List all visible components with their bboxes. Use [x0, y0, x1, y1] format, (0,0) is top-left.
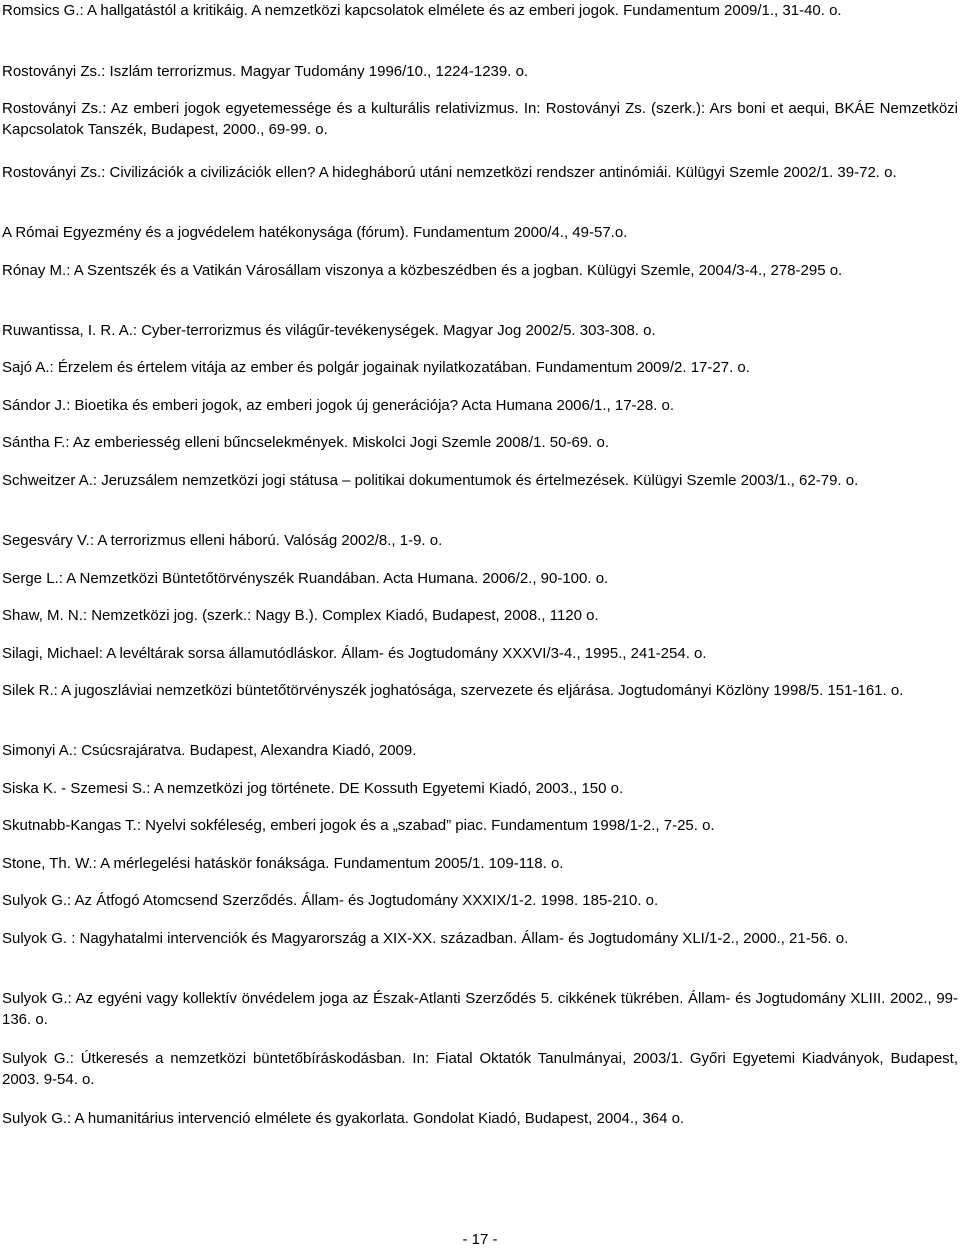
reference-entry: Rostoványi Zs.: Az emberi jogok egyetemessége és a kulturális relativizmus. In: Rostoványi Zs. (szerk.): Ars boni et aequi, BKÁE Nemzetközi Kapcsolatok Tanszék, Budapest, 2000., 69-99. o. [2, 100, 958, 138]
reference-entry: Serge L.: A Nemzetközi Büntetőtörvényszék Ruandában. Acta Humana. 2006/2., 90-100. o. [2, 570, 609, 587]
reference-entry: Sulyok G.: A humanitárius intervenció elmélete és gyakorlata. Gondolat Kiadó, Budapest, 2004., 364 o. [2, 1110, 685, 1127]
page-number: - 17 - [462, 1231, 498, 1248]
reference-entry: Stone, Th. W.: A mérlegelési hatáskör fonáksága. Fundamentum 2005/1. 109-118. o. [2, 855, 564, 872]
reference-entry: Simonyi A.: Csúcsrajáratva. Budapest, Alexandra Kiadó, 2009. [2, 742, 417, 759]
reference-entry: Skutnabb-Kangas T.: Nyelvi sokféleség, emberi jogok és a „szabad” piac. Fundamentum 1998/1-2., 7-25. o. [2, 817, 715, 834]
reference-entry: Sajó A.: Érzelem és értelem vitája az ember és polgár jogainak nyilatkozatában. Fundamentum 2009/2. 17-27. o. [2, 359, 750, 376]
reference-entry: Shaw, M. N.: Nemzetközi jog. (szerk.: Nagy B.). Complex Kiadó, Budapest, 2008., 1120 o. [2, 607, 599, 624]
reference-entry: Sulyok G. : Nagyhatalmi intervenciók és Magyarország a XIX-XX. században. Állam- és Jogtudomány XLI/1-2., 2000., 21-56. o. [2, 930, 849, 947]
reference-entry: Ruwantissa, I. R. A.: Cyber-terrorizmus és világűr-tevékenységek. Magyar Jog 2002/5. 303-308. o. [2, 322, 656, 339]
reference-entry: Silagi, Michael: A levéltárak sorsa államutódláskor. Állam- és Jogtudomány XXXVI/3-4., 1995., 241-254. o. [2, 645, 707, 662]
reference-entry: Romsics G.: A hallgatástól a kritikáig. A nemzetközi kapcsolatok elmélete és az emberi jogok. Fundamentum 2009/1., 31-40. o. [2, 2, 842, 19]
reference-entry: Silek R.: A jugoszláviai nemzetközi büntetőtörvényszék joghatósága, szervezete és eljárása. Jogtudományi Közlöny 1998/5. 151-161. o. [2, 682, 904, 699]
reference-entry: Sulyok G.: Az egyéni vagy kollektív önvédelem joga az Észak-Atlanti Szerződés 5. cikkének tükrében. Állam- és Jogtudomány XLIII. 2002., 99-136. o. [2, 990, 958, 1028]
reference-entry: A Római Egyezmény és a jogvédelem hatékonysága (fórum). Fundamentum 2000/4., 49-57.o. [2, 224, 628, 241]
reference-entry: Schweitzer A.: Jeruzsálem nemzetközi jogi státusa – politikai dokumentumok és értelmezések. Külügyi Szemle 2003/1., 62-79. o. [2, 472, 859, 489]
reference-entry: Sulyok G.: Útkeresés a nemzetközi büntetőbíráskodásban. In: Fiatal Oktatók Tanulmányai, 2003/1. Győri Egyetemi Kiadványok, Budapest, 2003. 9-54. o. [2, 1050, 958, 1088]
reference-entry: Rostoványi Zs.: Civilizációk a civilizációk ellen? A hidegháború utáni nemzetközi rendszer antinómiái. Külügyi Szemle 2002/1. 39-72. o. [2, 164, 897, 181]
reference-entry: Segesváry V.: A terrorizmus elleni háború. Valóság 2002/8., 1-9. o. [2, 532, 443, 549]
reference-entry: Rónay M.: A Szentszék és a Vatikán Városállam viszonya a közbeszédben és a jogban. Külügyi Szemle, 2004/3-4., 278-295 o. [2, 262, 843, 279]
reference-entry: Rostoványi Zs.: Iszlám terrorizmus. Magyar Tudomány 1996/10., 1224-1239. o. [2, 63, 529, 80]
reference-entry: Sándor J.: Bioetika és emberi jogok, az emberi jogok új generációja? Acta Humana 2006/1., 17-28. o. [2, 397, 675, 414]
reference-entry: Siska K. - Szemesi S.: A nemzetközi jog története. DE Kossuth Egyetemi Kiadó, 2003., 150 o. [2, 780, 624, 797]
reference-entry: Sántha F.: Az emberiesség elleni bűncselekmények. Miskolci Jogi Szemle 2008/1. 50-69. o. [2, 434, 609, 451]
reference-entry: Sulyok G.: Az Átfogó Atomcsend Szerződés. Állam- és Jogtudomány XXXIX/1-2. 1998. 185-210. o. [2, 892, 659, 909]
